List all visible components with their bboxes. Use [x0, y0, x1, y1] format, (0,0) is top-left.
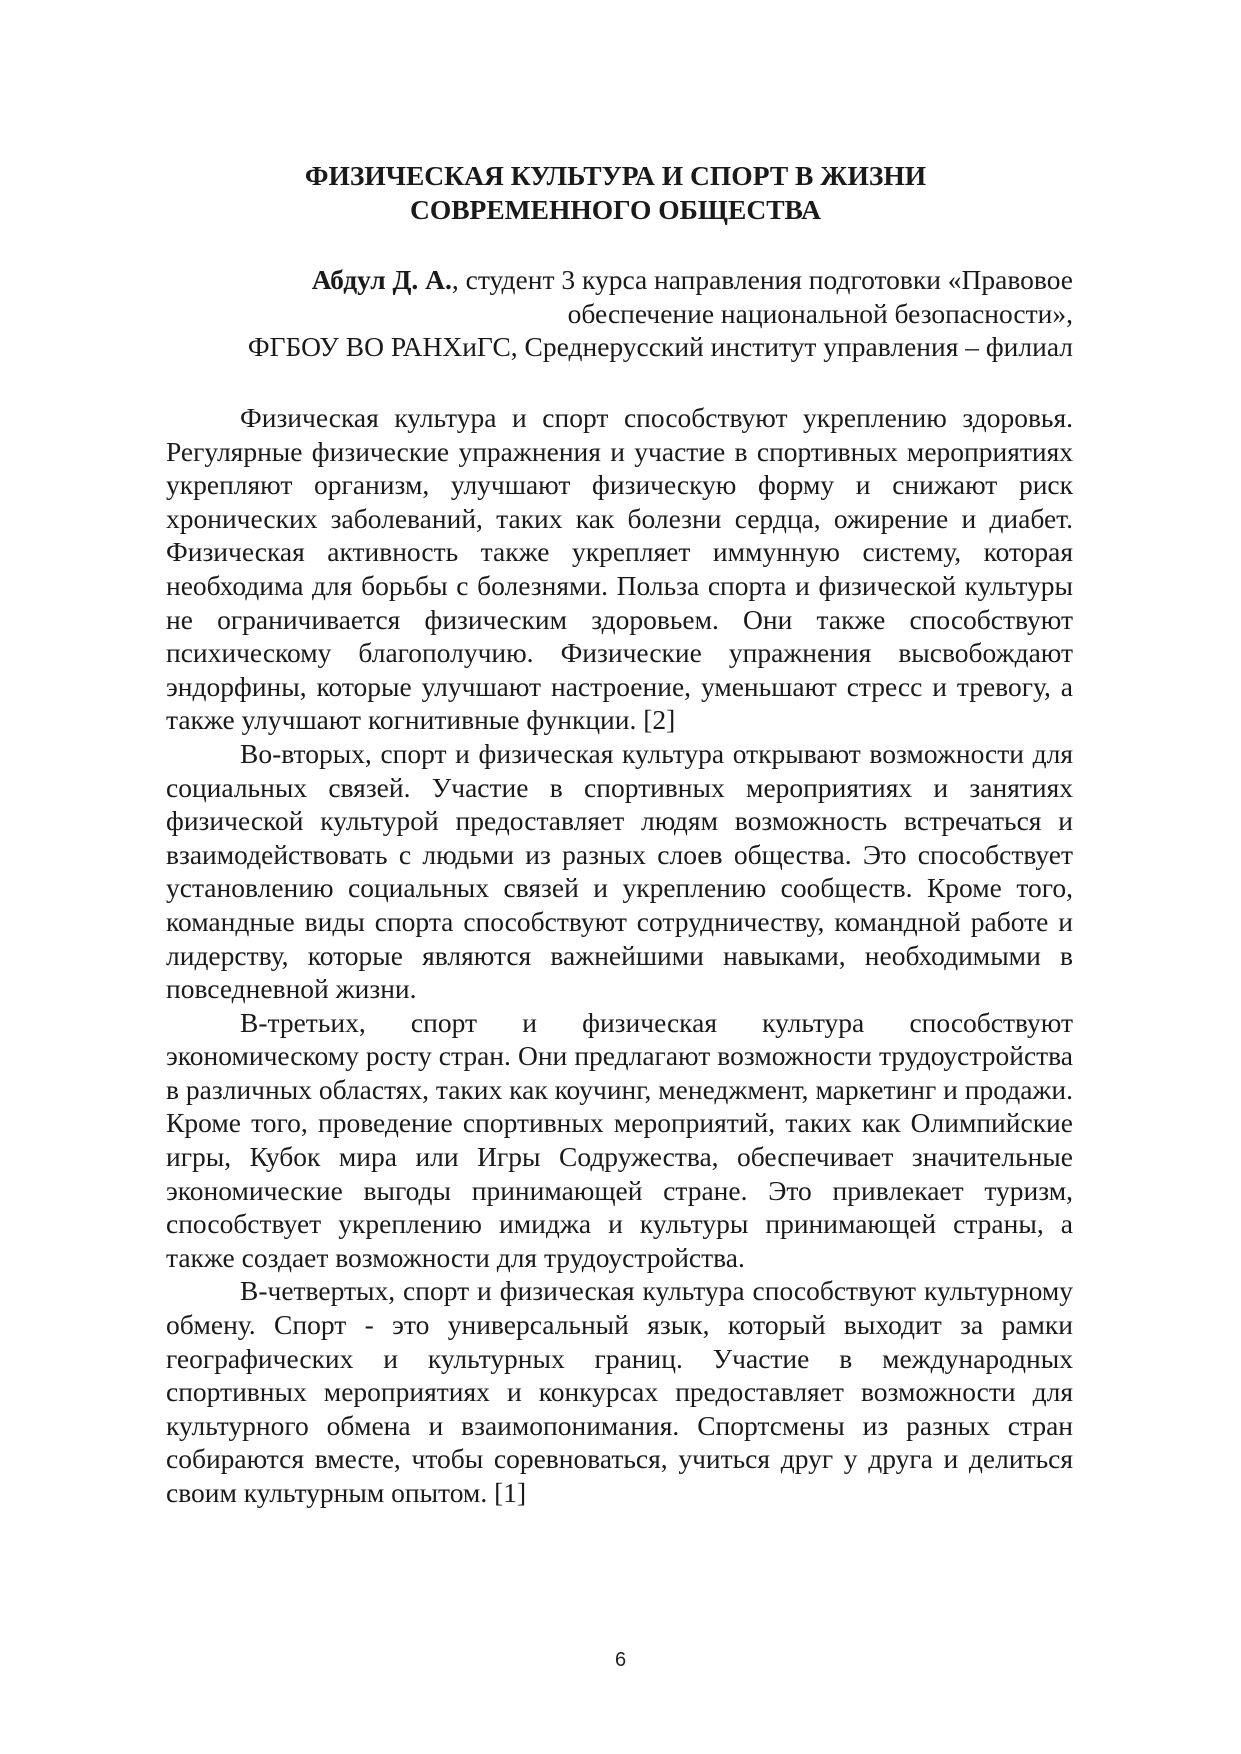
article-title	[150, 159, 1081, 227]
author-affiliation-start: , студент 3 курса направления подготовки «Правовое	[451, 264, 1073, 295]
author-line-2: обеспечение национальной безопасности»,	[567, 297, 1073, 329]
paragraph-social: Во-вторых, спорт и физическая культура открывают возможности для социальных связей. Участие в спортивных мероприятиях и занятиях физической культурой предоставляет людям возможность встречаться и взаимодействовать с людьми из разных слоев общества. Это способствует установлению социальных связей и укреплению сообществ. Кроме того, командные виды спорта способствуют сотрудничеству, командной работе и лидерству, которые являются важнейшими навыками, необходимыми в повседневной жизни.	[166, 737, 1073, 1005]
paragraph-cultural: В-четвертых, спорт и физическая культура способствуют культурному обмену. Спорт - это универсальный язык, который выходит за рамки географических и культурных границ. Участие в международных спортивных мероприятиях и конкурсах предоставляет возможности для культурного обмена и взаимопонимания. Спортсмены из разных стран собираются вместе, чтобы соревноваться, учиться друг у друга и делиться своим культурным опытом. [1]	[166, 1275, 1073, 1508]
article-body	[166, 401, 1073, 1510]
page-number: 6	[614, 1649, 627, 1671]
paragraph-economic: В-третьих, спорт и физическая культура способствуют экономическому росту стран. Они предлагают возможности трудоустройства в различных областях, таких как коучинг, менеджмент, маркетинг и продажи. Кроме того, проведение спортивных мероприятий, таких как Олимпийские игры, Кубок мира или Игры Содружества, обеспечивает значительные экономические выгоды принимающей стране. Это привлекает туризм, способствует укреплению имиджа и культуры принимающей страны, а также создает возможности для трудоустройства.	[166, 1006, 1073, 1273]
title-line-2: СОВРЕМЕННОГО ОБЩЕСТВА	[409, 194, 822, 225]
author-name: Абдул Д. А.	[311, 264, 452, 295]
author-line-1	[160, 263, 1073, 297]
paragraph-health: Физическая культура и спорт способствуют укреплению здоровья. Регулярные физические упражнения и участие в спортивных мероприятиях укрепляют организм, улучшают физическую форму и снижают риск хронических заболеваний, таких как болезни сердца, ожирение и диабет. Физическая активность также укрепляет иммунную систему, которая необходима для борьбы с болезнями. Польза спорта и физической культуры не ограничивается физическим здоровьем. Они также способствуют психическому благополучию. Физические упражнения высвобождают эндорфины, которые улучшают настроение, уменьшают стресс и тревогу, а также улучшают когнитивные функции. [2]	[166, 402, 1073, 736]
author-block	[160, 263, 1073, 364]
author-institution: ФГБОУ ВО РАНХиГС, Среднерусский институт управления – филиал	[247, 331, 1073, 362]
title-line-1: ФИЗИЧЕСКАЯ КУЛЬТУРА И СПОРТ В ЖИЗНИ	[304, 160, 927, 191]
